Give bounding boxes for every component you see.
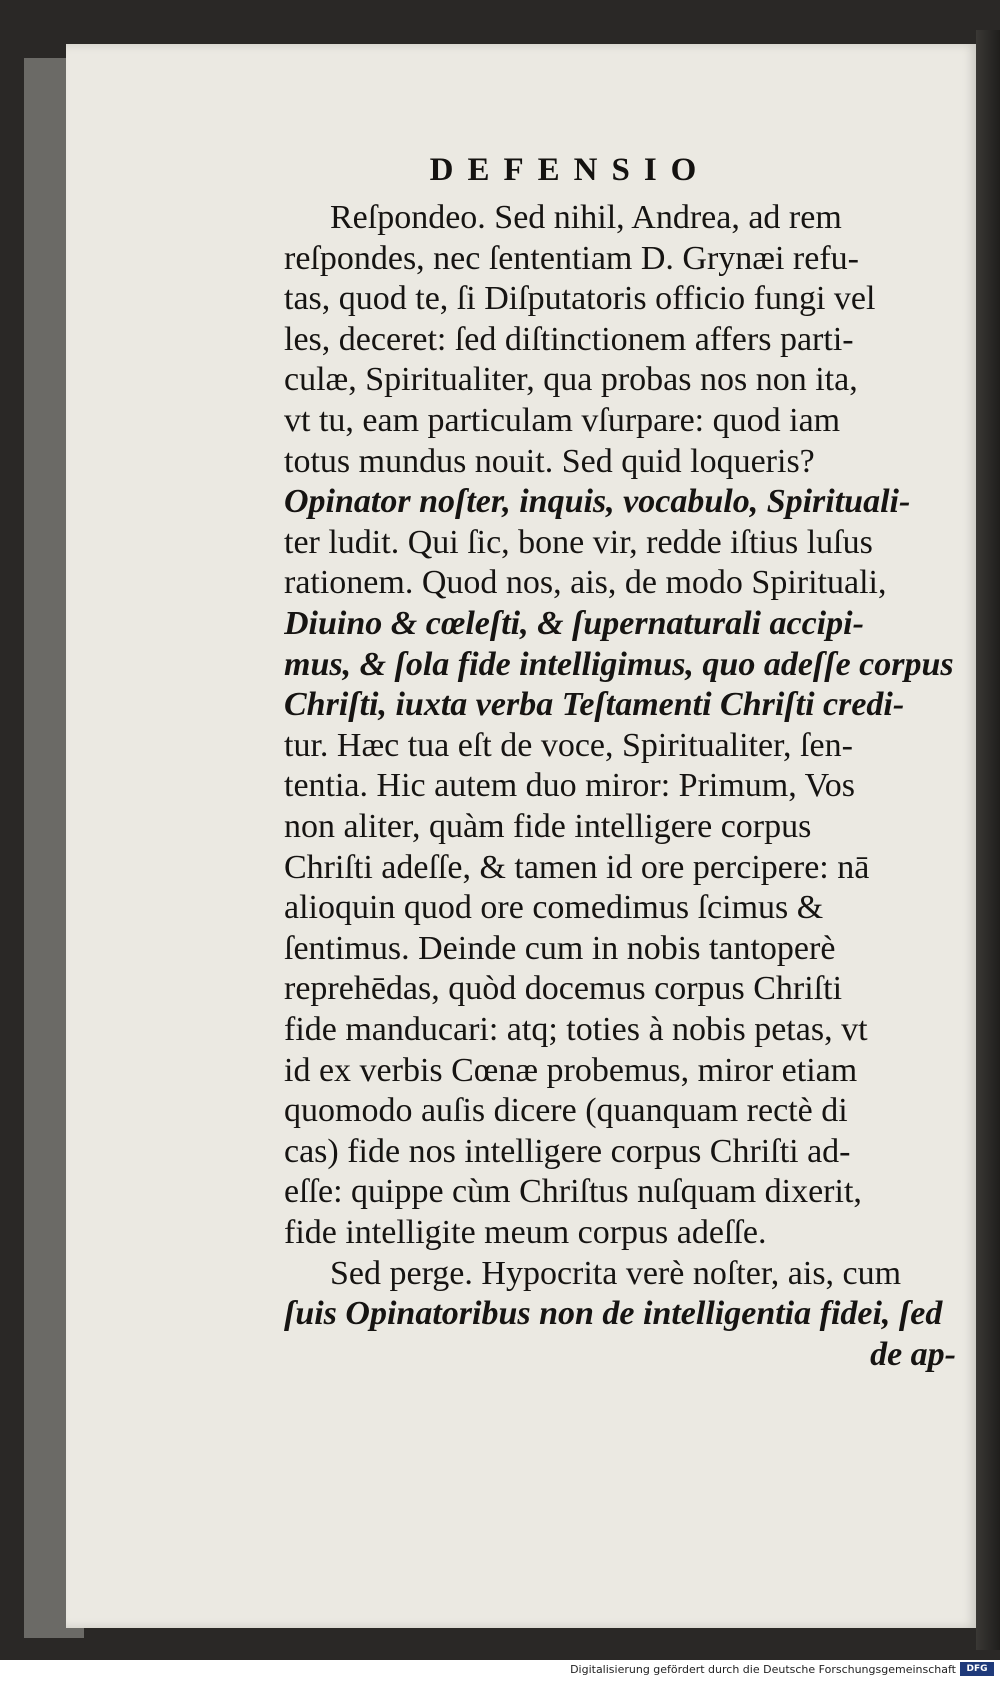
text-line: de ap- xyxy=(870,1335,956,1373)
text-line: quomodo auſis dicere (quanquam rectè di xyxy=(284,1092,848,1130)
text-line: totus mundus nouit. Sed quid loqueris? xyxy=(284,442,815,480)
text-line: Chriſti adeſſe, & tamen id ore percipere: nā xyxy=(284,848,870,886)
text-line: les, deceret: ſed diſtinctionem affers parti- xyxy=(284,320,854,358)
text-line: tur. Hæc tua eſt de voce, Spiritualiter, ſen- xyxy=(284,726,853,764)
text-line: Opinator noſter, inquis, vocabulo, Spirituali- xyxy=(284,483,911,521)
text-line: ter ludit. Qui ſic, bone vir, redde iſtius luſus xyxy=(284,523,873,561)
dfg-logo: DFG xyxy=(960,1662,994,1676)
text-line: rationem. Quod nos, ais, de modo Spirituali, xyxy=(284,564,887,602)
text-line: Chriſti, iuxta verba Teſtamenti Chriſti credi- xyxy=(284,686,905,724)
book-binding-edge xyxy=(976,30,1000,1650)
text-line: id ex verbis Cœnæ probemus, miror etiam xyxy=(284,1051,858,1089)
text-line: tas, quod te, ſi Diſputatoris officio fungi vel xyxy=(284,280,876,318)
text-line: fide manducari: atq; toties à nobis petas, vt xyxy=(284,1011,868,1048)
digitization-credit: Digitalisierung gefördert durch die Deutsche Forschungsgemeinschaft xyxy=(570,1663,956,1676)
text-line: ſuis Opinatoribus non de intelligentia fidei, ſed xyxy=(284,1295,943,1333)
text-line: vt tu, eam particulam vſurpare: quod iam xyxy=(284,402,841,439)
text-line: Sed perge. Hypocrita verè noſter, ais, cum xyxy=(330,1254,902,1292)
text-line: ſentimus. Deinde cum in nobis tantoperè xyxy=(284,929,836,967)
text-line: reprehēdas, quòd docemus corpus Chriſti xyxy=(284,970,843,1008)
text-line: Diuino & cœleſti, & ſupernaturali accipi- xyxy=(284,605,864,642)
text-line: alioquin quod ore comedimus ſcimus & xyxy=(284,889,824,927)
text-line: tentia. Hic autem duo miror: Primum, Vos xyxy=(284,767,856,805)
text-line: mus, & ſola fide intelligimus, quo adeſſe corpus xyxy=(284,645,954,683)
text-line: eſſe: quippe cùm Chriſtus nuſquam dixerit, xyxy=(284,1173,862,1211)
text-line: fide intelligite meum corpus adeſſe. xyxy=(284,1214,767,1251)
text-line: reſpondes, nec ſententiam D. Grynæi refu- xyxy=(284,239,859,277)
text-line: non aliter, quàm fide intelligere corpus xyxy=(284,808,812,845)
running-header: DEFENSIO xyxy=(429,152,711,188)
text-line: culæ, Spiritualiter, qua probas nos non ita, xyxy=(284,361,858,399)
text-line: Reſpondeo. Sed nihil, Andrea, ad rem xyxy=(330,199,842,236)
text-line: cas) fide nos intelligere corpus Chriſti ad- xyxy=(284,1132,851,1170)
